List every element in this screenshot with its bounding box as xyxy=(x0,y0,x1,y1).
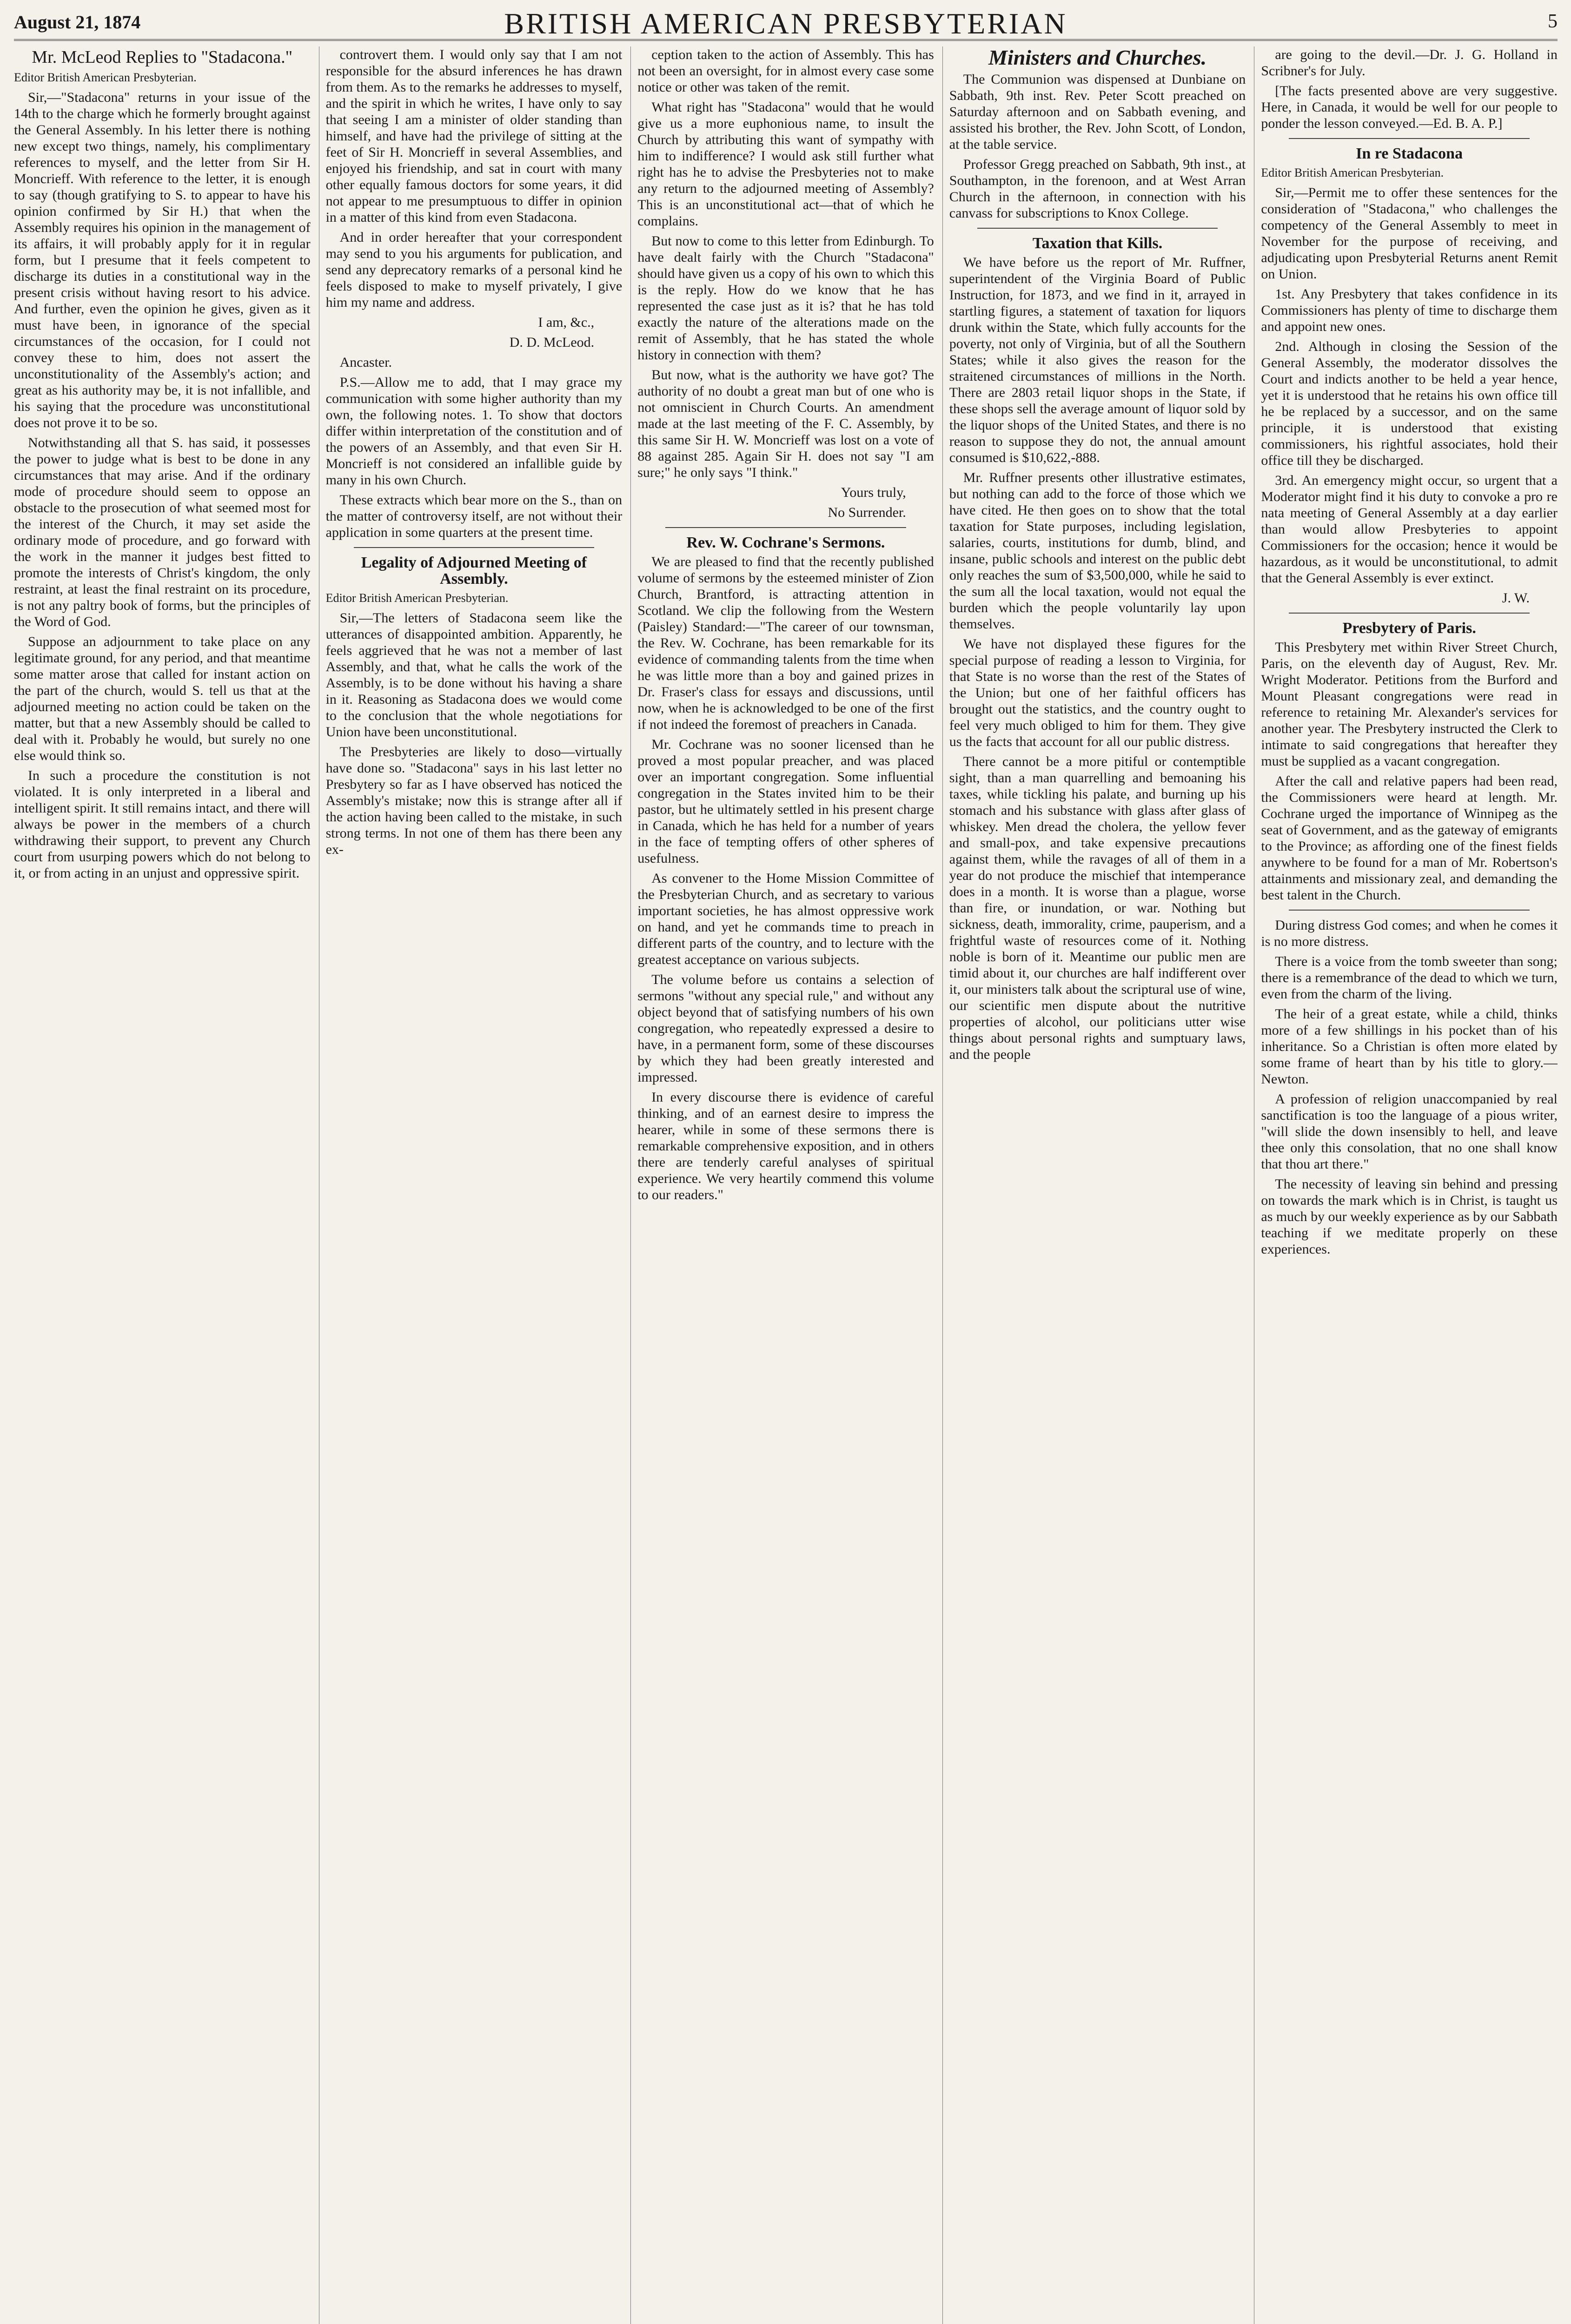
signature: D. D. McLeod. xyxy=(509,335,595,350)
paragraph: Sir,—Permit me to offer these sentences for the consideration of "Stadacona," who challenges the competency of the General Assembly to meet in November for the purpose of receiving, and adjudicating upon Presbyterial Returns anent Remit on Union. xyxy=(1261,185,1558,282)
paragraph: Sir,—The letters of Stadacona seem like the utterances of disappointed ambition. Apparently, he feels aggrieved that he was not a member of last Assembly, and that, what he calls the work of the Assembly, is to be done without his having a share in it. Reasoning as Stadacona does we would come to the conclusion that the whole negotiations for Union have been unconstitutional. xyxy=(325,610,623,739)
paragraph: Mr. Ruffner presents other illustrative estimates, but nothing can add to the force of those which we have cited. He then goes on to show that the total taxation for State purposes, including legislation, salaries, courts, institutions for dumb, blind, and insane, public schools and interest on the public debt only reaches the sum of $3,500,000, while he said to the sum all the local taxation, would not equal the burden which the people voluntarily lay upon themselves. xyxy=(949,470,1246,632)
paragraph: We have not displayed these figures for the special purpose of reading a lesson to Virginia, for that State is no worse than the rest of the States of the Union; but one of her faithful officers has brought out the statistics, and the country ought to feel very much obliged to him for them. They give us the facts that account for all our public distress. xyxy=(949,636,1246,749)
newspaper-title: BRITISH AMERICAN PRESBYTERIAN xyxy=(504,7,1067,40)
column-4 xyxy=(942,46,1246,2324)
paragraph: During distress God comes; and when he comes it is no more distress. xyxy=(1261,918,1558,949)
issue-date: August 21, 1874 xyxy=(14,12,141,33)
column-2 xyxy=(319,46,623,2324)
article-heading: Legality of Adjourned Meeting of Assembly. xyxy=(361,554,587,588)
paragraph: Mr. Cochrane was no sooner licensed than he proved a most popular preacher, and was placed over an important congregation. Some influential congregation in the States invited him to be their pastor, but he ultimately settled in his present charge in Canada, which he has held for a number of years in the face of tempting offers of other spheres of usefulness. xyxy=(637,737,934,866)
paragraph: There is a voice from the tomb sweeter than song; there is a remembrance of the dead to which we turn, even from the charm of the living. xyxy=(1261,954,1558,1002)
article-heading: Rev. W. Cochrane's Sermons. xyxy=(686,534,885,551)
page-number: 5 xyxy=(1548,11,1558,32)
paragraph: After the call and relative papers had been read, the Commissioners were heard at length. Mr. Cochrane urged the importance of Winnipeg as the seat of Government, and as the gateway of emigrants to the Province; as affording one of the finest fields anywhere to be found for a man of Mr. Robertson's attainments and missionary zeal, and demanding the best talent in the Church. xyxy=(1261,773,1558,903)
article-heading: Presbytery of Paris. xyxy=(1342,620,1476,637)
place: Ancaster. xyxy=(339,355,392,370)
salutation: Editor British American Presbyterian. xyxy=(14,71,197,84)
salutation: Editor British American Presbyterian. xyxy=(325,591,509,605)
divider xyxy=(1289,910,1530,911)
paragraph: P.S.—Allow me to add, that I may grace my communication with some higher authority than my own, the following notes. 1. To show that doctors differ within interpretation of the constitution and of the powers of an Assembly, and that even Sir H. Moncrieff is not considered an infallible guide by many in his own Church. xyxy=(325,375,623,488)
paragraph: The volume before us contains a selection of sermons "without any special rule," and without any object beyond that of satisfying numbers of his own congregation, who repeatedly expressed a desire to have, in a permanent form, some of these discourses by which they had been greatly interested and impressed. xyxy=(637,972,934,1085)
paragraph: What right has "Stadacona" would that he would give us a more euphonious name, to insult the Church by attributing this want of sympathy with him to indifference? I would ask still further what right has he to advise the Presbyteries not to make any return to the adjourned meeting of Assembly? This is an unconstitutional act—that of which he complains. xyxy=(637,99,934,229)
paragraph: But now to come to this letter from Edinburgh. To have dealt fairly with the Church "Stadacona" should have given us a copy of his own to which this is the reply. How do we know that he has represented the case just as it is? that he has told exactly the nature of the alterations made on the remit of Assembly, that he has stated the whole history in connection with them? xyxy=(637,233,934,363)
paragraph: Notwithstanding all that S. has said, it possesses the power to judge what is best to be done in any circumstances that may arise. And if the ordinary mode of procedure should seem to oppose an obstacle to the prosecution of what seemed most for the interest of the Church, it may set aside the ordinary mode of procedure, and go forward with the work in the manner it judges best fitted to promote the interests of Christ's kingdom, the only restraint, at least the final restraint on its procedure, is not any paltry book of forms, but the principles of the Word of God. xyxy=(14,435,311,629)
divider xyxy=(1289,613,1530,614)
column-5 xyxy=(1254,46,1558,2324)
paragraph: [The facts presented above are very suggestive. Here, in Canada, it would be well for our people to ponder the lesson conveyed.—Ed. B. A. P.] xyxy=(1261,83,1558,131)
salutation: Editor British American Presbyterian. xyxy=(1261,166,1444,179)
divider xyxy=(354,547,595,548)
signoff: Yours truly, xyxy=(841,485,906,500)
paragraph: There cannot be a more pitiful or contemptible sight, than a man quarrelling and bemoaning his taxes, while tickling his palate, and burning up his stomach and his substance with glass after glass of whiskey. Men dread the cholera, the yellow fever and small-pox, and take expensive precautions against them, while the ravages of all of them in a year do not produce the mischief that intemperance does in a month. It is worse than a plague, worse than fire, or inundation, or war. Nothing but sickness, death, immorality, crime, pauperism, and a frightful waste of resources come of it. Nothing noble is born of it. Meantime our public men are timid about it, our churches are half indifferent over it, our ministers talk about the scriptural use of wine, our scientific men dispute about the nutritive properties of alcohol, our politicians utter wise things about personal rights and sumptuary laws, and the people xyxy=(949,754,1246,1062)
article-heading: Mr. McLeod Replies to "Stadacona." xyxy=(32,47,293,67)
column-1 xyxy=(14,46,311,2324)
paragraph: These extracts which bear more on the S., than on the matter of controversy itself, are not without their application in some quarters at the present time. xyxy=(325,492,623,540)
signoff: I am, &c., xyxy=(538,315,595,330)
paragraph: 2nd. Although in closing the Session of the General Assembly, the moderator dissolves the Court and indicts another to be held a year hence, yet it is understood that he retains his own office till he be replaced by a successor, and on the same principle, it is understood that existing commissioners, his rightful associates, hold their office till they be discharged. xyxy=(1261,339,1558,468)
article-heading: In re Stadacona xyxy=(1356,145,1463,162)
paragraph: As convener to the Home Mission Committee of the Presbyterian Church, and as secretary to various important societies, he has almost oppressive work on hand, and yet he commands time to preach in different parts of the country, and to lecture with the greatest acceptance on various subjects. xyxy=(637,871,934,967)
paragraph: The heir of a great estate, while a child, thinks more of a few shillings in his pocket than of his inheritance. So a Christian is often more elated by some frame of heart than by his title to glory.—Newton. xyxy=(1261,1006,1558,1087)
paragraph: The Presbyteries are likely to doso—virtually have done so. "Stadacona" says in his last letter no Presbytery so far as I have observed has noticed the Assembly's mistake; now this is strange after all if the action having been called to the mistake, in such strong terms. In not one of them has there been any ex- xyxy=(325,744,623,857)
paragraph: A profession of religion unaccompanied by real sanctification is too the language of a pious writer, "will slide the down insensibly to hell, and leave thee only this consolation, that no one shall know that thou art there." xyxy=(1261,1091,1558,1172)
divider xyxy=(977,228,1218,229)
paragraph: And in order hereafter that your correspondent may send to you his arguments for publication, and send any deprecatory remarks of a personal kind he feels disposed to make to myself privately, I give him my name and address. xyxy=(325,230,623,310)
paragraph: The necessity of leaving sin behind and pressing on towards the mark which is in Christ, is taught us as much by our weekly experience as by our Sabbath teaching if we meditate properly on these experiences. xyxy=(1261,1176,1558,1257)
paragraph: are going to the devil.—Dr. J. G. Holland in Scribner's for July. xyxy=(1261,47,1558,79)
signature: J. W. xyxy=(1502,590,1530,606)
section-heading: Ministers and Churches. xyxy=(988,46,1207,69)
paragraph: In such a procedure the constitution is not violated. It is only interpreted in a liberal and intelligent spirit. It still remains intact, and there will always be power in the members of a church withdrawing their support, to prevent any Church court from usurping powers which do not belong to it, or from acting in an unjust and oppressive spirit. xyxy=(14,768,311,881)
paragraph: In every discourse there is evidence of careful thinking, and of an earnest desire to impress the hearer, while in some of these sermons there is remarkable comprehensive exposition, and in others there are tenderly careful analyses of spiritual experience. We very heartily commend this volume to our readers." xyxy=(637,1089,934,1202)
newspaper-columns xyxy=(14,46,1558,2324)
paragraph: controvert them. I would only say that I am not responsible for the absurd inferences he has drawn from them. As to the remarks he addresses to myself, and the spirit in which he writes, I have only to say that seeing I am a minister of older standing than himself, and have had the privilege of sitting at the feet of Sir H. Moncrieff in several Assemblies, and enjoyed his friendship, and sat in court with many other equally famous doctors for some years, it did not appear to me presumptuous to differ in opinion in a matter of this kind from even Stadacona. xyxy=(325,47,623,225)
paragraph: Professor Gregg preached on Sabbath, 9th inst., at Southampton, in the forenoon, and at West Arran Church in the afternoon, in connection with his canvass for subscriptions to Knox College. xyxy=(949,157,1246,221)
masthead xyxy=(14,7,1558,41)
paragraph: 3rd. An emergency might occur, so urgent that a Moderator might find it his duty to convoke a pro re nata meeting of General Assembly at a day earlier than would allow Presbyteries to appoint Commissioners for the occasion; hence it would be hazardous, as it would be unconstitutional, to admit that the General Assembly is ever extinct. xyxy=(1261,473,1558,586)
divider xyxy=(665,527,906,528)
paragraph: 1st. Any Presbytery that takes confidence in its Commissioners has plenty of time to discharge them and appoint new ones. xyxy=(1261,286,1558,334)
paragraph: ception taken to the action of Assembly. This has not been an oversight, for in almost every case some notice or other was taken of the remit. xyxy=(637,47,934,95)
divider xyxy=(1289,138,1530,139)
column-3 xyxy=(630,46,934,2324)
signature: No Surrender. xyxy=(828,505,906,520)
paragraph: The Communion was dispensed at Dunbiane on Sabbath, 9th inst. Rev. Peter Scott preached on Saturday afternoon and on Sabbath evening, and assisted his brother, the Rev. John Scott, of London, at the table service. xyxy=(949,72,1246,152)
paragraph: This Presbytery met within River Street Church, Paris, on the eleventh day of August, Rev. Mr. Wright Moderator. Petitions from the Burford and Mount Pleasant congregations were read in reference to retaining Mr. Alexander's services for another year. The Presbytery instructed the Clerk to intimate to said congregations that hereafter they must be supplied as a vacant congregation. xyxy=(1261,640,1558,769)
paragraph: We are pleased to find that the recently published volume of sermons by the esteemed minister of Zion Church, Brantford, is attracting attention in Scotland. We clip the following from the Western (Paisley) Standard:—"The career of our townsman, the Rev. W. Cochrane, has been remarkable for its evidence of commanding talents from the time when he was little more than a boy and gained prizes in Dr. Fraser's class for essays and discussions, until now, when he is acknowledged to be one of the first if not indeed the foremost of preachers in Canada. xyxy=(637,554,934,732)
paragraph: We have before us the report of Mr. Ruffner, superintendent of the Virginia Board of Public Instruction, for 1873, and we find in it, arrayed in startling figures, a statement of taxation for liquors drunk within the State, which fully accounts for the poverty, not only of Virginia, but of all the Southern States; while it also gives the reason for the straitened circumstances of millions in the North. There are 2803 retail liquor shops in the State, if these shops sell the average amount of liquor sold by the liquor shops of the United States, and there is no reason to suppose they do not, the annual amount consumed is $10,622,-888. xyxy=(949,255,1246,465)
paragraph: Sir,—"Stadacona" returns in your issue of the 14th to the charge which he formerly brought against the General Assembly. In his letter there is nothing new except two things, namely, his complimentary references to myself, and the letter from Sir H. Moncrieff. With reference to the letter, it is enough to say (though gratifying to S. to appear to have his opinion confirmed by Sir H.) that when the Assembly requires his opinion in the management of its affairs, it will probably apply for it in regular form, but I presume that it feels competent to discharge its duties in a constitutional way in the present crisis without having resort to his advice. And further, even the opinion he gives, given as it must have been, in ignorance of the special circumstances of the occasion, for I could not convey these to him, does not assert the unconstitutionality of the Assembly's action; and great as his authority may be, it is not infallible, and his saying that the procedure was unconstitutional does not prove it to be so. xyxy=(14,90,311,430)
paragraph: But now, what is the authority we have got? The authority of no doubt a great man but of one who is not omniscient in Church Courts. An amendment made at the last meeting of the F. C. Assembly, by this same Sir H. W. Moncrieff was lost on a vote of 88 against 285. Again Sir H. does not say "I am sure;" he only says "I think." xyxy=(637,367,934,480)
paragraph: Suppose an adjournment to take place on any legitimate ground, for any period, and that meantime some matter arose that called for instant action on the part of the church, would S. tell us that at the adjourned meeting no action could be taken on the matter, but that a new Assembly should be called to deal with it. Probably he would, but surely no one else would think so. xyxy=(14,634,311,763)
article-heading: Taxation that Kills. xyxy=(1032,235,1163,252)
